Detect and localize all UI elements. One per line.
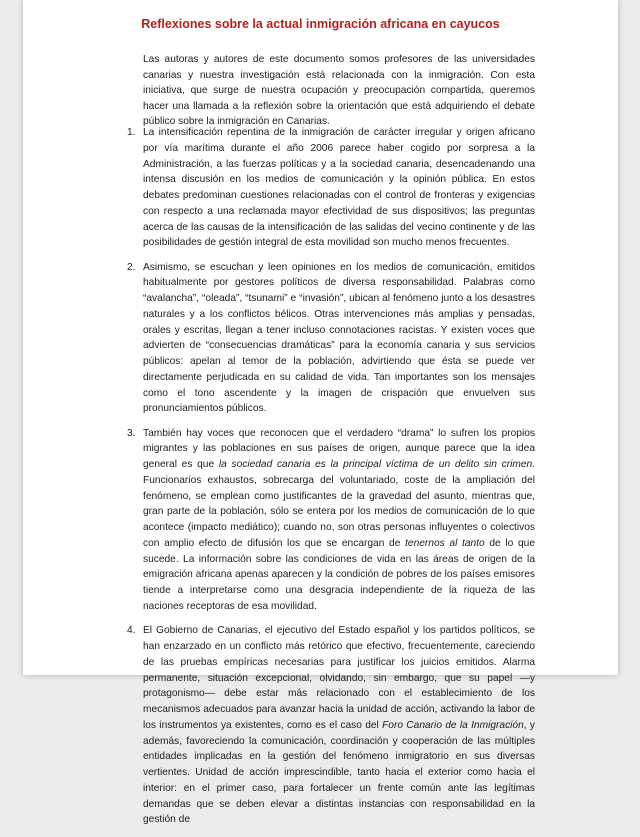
list-item: [127, 260, 535, 418]
italic-emphasis: tenernos al tanto: [405, 537, 485, 549]
document-page: [23, 0, 618, 826]
item-number: 1.: [127, 127, 136, 138]
item-text: , y además, favoreciendo la comunicación, coordinación y cooperación de las múltiples entidades implicadas en la gestión del fenómeno inmigratorio en sus diversas vertientes. Unidad de acción imprescindible, tanto hacia el exterior como hacia el interior: en el primer caso, para fortalecer un frente común ante las legítimas demandas que se deben elevar a distintas instancias con responsabilidad en la gestión de: [143, 719, 535, 826]
italic-emphasis: Foro Canario de la Inmigración: [382, 719, 524, 731]
item-text: de lo que sucede. La información sobre las condiciones de vida en las áreas de origen de la emigración africana apenas aparecen y la condición de pobres de los países emisores tiende a interpretarse como una desgracia independiente de la riqueza de las naciones receptoras de esa movilidad.: [143, 537, 535, 612]
item-text: También hay voces que reconocen que el verdadero “drama” lo sufren los propios migrantes y las poblaciones en sus países de origen, aunque parece que la idea general es que: [143, 427, 535, 471]
item-text: Asimismo, se escuchan y leen opiniones en los medios de comunicación, emitidos habitualmente por gestores políticos de diversa responsabilidad. Palabras como “avalancha”, “oleada”, “tsunami” e “invasión”, ubican al fenómeno junto a los desastres naturales y a los conflictos bélicos. Otras intervenciones más amplias y pensadas, orales y escritas, llegan a tener incluso connotaciones racistas. Y existen voces que advierten de “consecuencias dramáticas” para la economía canaria y sus servicios públicos: apelan al temor de la población, advirtiendo que ésta se puede ver directamente perjudicada en su calidad de vida. Tan importantes son los mensajes como el tono ascendente y la imagen de crispación que envuelven sus pronunciamientos públicos.: [143, 261, 535, 415]
intro-paragraph: Las autoras y autores de este documento somos profesores de las universidades canarias y nuestra investigación está relacionada con la inmigración. Con esta iniciativa, que surge de nuestra ocupación y preocupación compartida, queremos hacer una llamada a la reflexión sobre la orientación que está adquiriendo el debate público sobre la inmigración en Canarias.: [143, 54, 535, 128]
numbered-list: [127, 125, 535, 837]
item-text: La intensificación repentina de la inmigración de carácter irregular y origen africano por vía marítima durante el año 2006 parece haber cogido por sorpresa a la Administración, a las fuerzas políticas y a la sociedad canaria, desencadenando una intensa discusión en los medios de comunicación y la opinión pública. En estos debates predominan cuestiones relacionadas con el control de fronteras y exigencias con respecto a una reclamada mayor efectividad de sus dispositivos; las preguntas acerca de las causas de la intensificación de las salidas del vecino continente y de las posibilidades de gestión integral de esta movilidad son mucho menos frecuentes.: [143, 127, 535, 249]
list-item: [127, 623, 535, 828]
italic-emphasis: la sociedad canaria es la principal víctima de un delito sin crimen.: [218, 459, 535, 471]
list-item: [127, 426, 535, 615]
document-title: Reflexiones sobre la actual inmigración africana en cayucos: [141, 17, 500, 31]
item-number: 3.: [127, 427, 136, 439]
item-number: 4.: [127, 625, 136, 637]
list-item: [127, 125, 535, 251]
item-text: El Gobierno de Canarias, el ejecutivo del Estado español y los partidos políticos, se han enzarzado en un conflicto más retórico que efectivo, frecuentemente, careciendo de las pruebas empíricas necesarias para justificar los juicios emitidos. Alarma permanente, situación excepcional, olvidando, sin embargo, que su papel —y protagonismo— debe estar más relacionado con el establecimiento de los mecanismos adecuados para avanzar hacia la unidad de acción, activando la labor de los instrumentos ya existentes, como es el caso del: [143, 625, 535, 731]
item-text: Funcionarios exhaustos, sobrecarga del voluntariado, coste de la ampliación del fenómeno, se emplean como justificantes de la gravedad del asunto, mientras que, gran parte de la población, sólo se entera por los medios de comunicación de lo que acontece (impacto mediático); cuando no, son otras personas influyentes o colectivos con amplio efecto de difusión los que se encargan de: [143, 474, 535, 549]
item-number: 2.: [127, 261, 136, 273]
